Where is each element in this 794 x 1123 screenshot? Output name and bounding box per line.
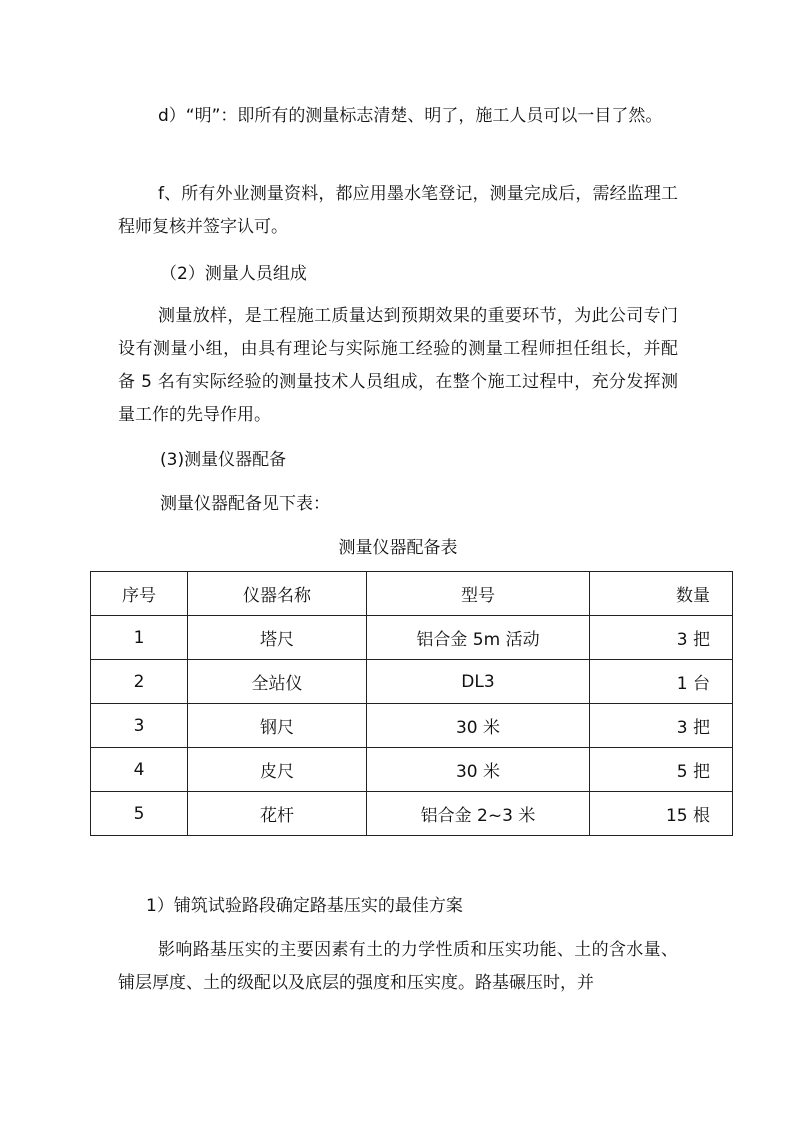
table-header-row xyxy=(91,572,733,616)
cell-model: 铝合金 5m 活动 xyxy=(367,616,590,660)
cell-model: 铝合金 2~3 米 xyxy=(367,792,590,836)
heading-trial-section: 1）铺筑试验路段确定路基压实的最佳方案 xyxy=(146,896,463,916)
cell-model: 30 米 xyxy=(367,748,590,792)
table-row xyxy=(91,616,733,660)
table-row xyxy=(91,792,733,836)
header-quantity: 数量 xyxy=(590,572,733,616)
cell-model: DL3 xyxy=(367,660,590,704)
cell-quantity: 5 把 xyxy=(590,748,733,792)
cell-quantity: 15 根 xyxy=(590,792,733,836)
cell-index: 5 xyxy=(91,792,188,836)
table-row xyxy=(91,704,733,748)
cell-name: 花杆 xyxy=(188,792,367,836)
cell-quantity: 1 台 xyxy=(590,660,733,704)
cell-quantity: 3 把 xyxy=(590,616,733,660)
paragraph-see-table: 测量仪器配备见下表： xyxy=(160,494,330,514)
heading-personnel: （2）测量人员组成 xyxy=(160,264,307,284)
cell-name: 塔尺 xyxy=(188,616,367,660)
paragraph-compaction: 影响路基压实的主要因素有土的力学性质和压实功能、土的含水量、铺层厚度、土的级配以及底层的强度和压实度。路基碾压时，并 xyxy=(118,940,678,993)
cell-name: 全站仪 xyxy=(188,660,367,704)
paragraph-visibility: d）“明”：即所有的测量标志清楚、明了，施工人员可以一目了然。 xyxy=(158,106,663,126)
cell-quantity: 3 把 xyxy=(590,704,733,748)
cell-name: 皮尺 xyxy=(188,748,367,792)
cell-model: 30 米 xyxy=(367,704,590,748)
cell-index: 4 xyxy=(91,748,188,792)
instrument-table xyxy=(90,571,733,836)
table-title: 测量仪器配备表 xyxy=(338,538,458,558)
paragraph-records: f、所有外业测量资料，都应用墨水笔登记，测量完成后，需经监理工程师复核并签字认可。 xyxy=(118,184,678,237)
cell-name: 钢尺 xyxy=(188,704,367,748)
header-model: 型号 xyxy=(367,572,590,616)
heading-instruments: (3)测量仪器配备 xyxy=(160,450,287,470)
cell-index: 3 xyxy=(91,704,188,748)
cell-index: 2 xyxy=(91,660,188,704)
paragraph-personnel: 测量放样，是工程施工质量达到预期效果的重要环节，为此公司专门设有测量小组，由具有理论与实际施工经验的测量工程师担任组长，并配备 5 名有实际经验的测量技术人员组成，在整个施工过程中，充分发挥测量工作的先导作用。 xyxy=(118,306,678,425)
table-row xyxy=(91,660,733,704)
table-row xyxy=(91,748,733,792)
header-index: 序号 xyxy=(91,572,188,616)
cell-index: 1 xyxy=(91,616,188,660)
header-name: 仪器名称 xyxy=(188,572,367,616)
